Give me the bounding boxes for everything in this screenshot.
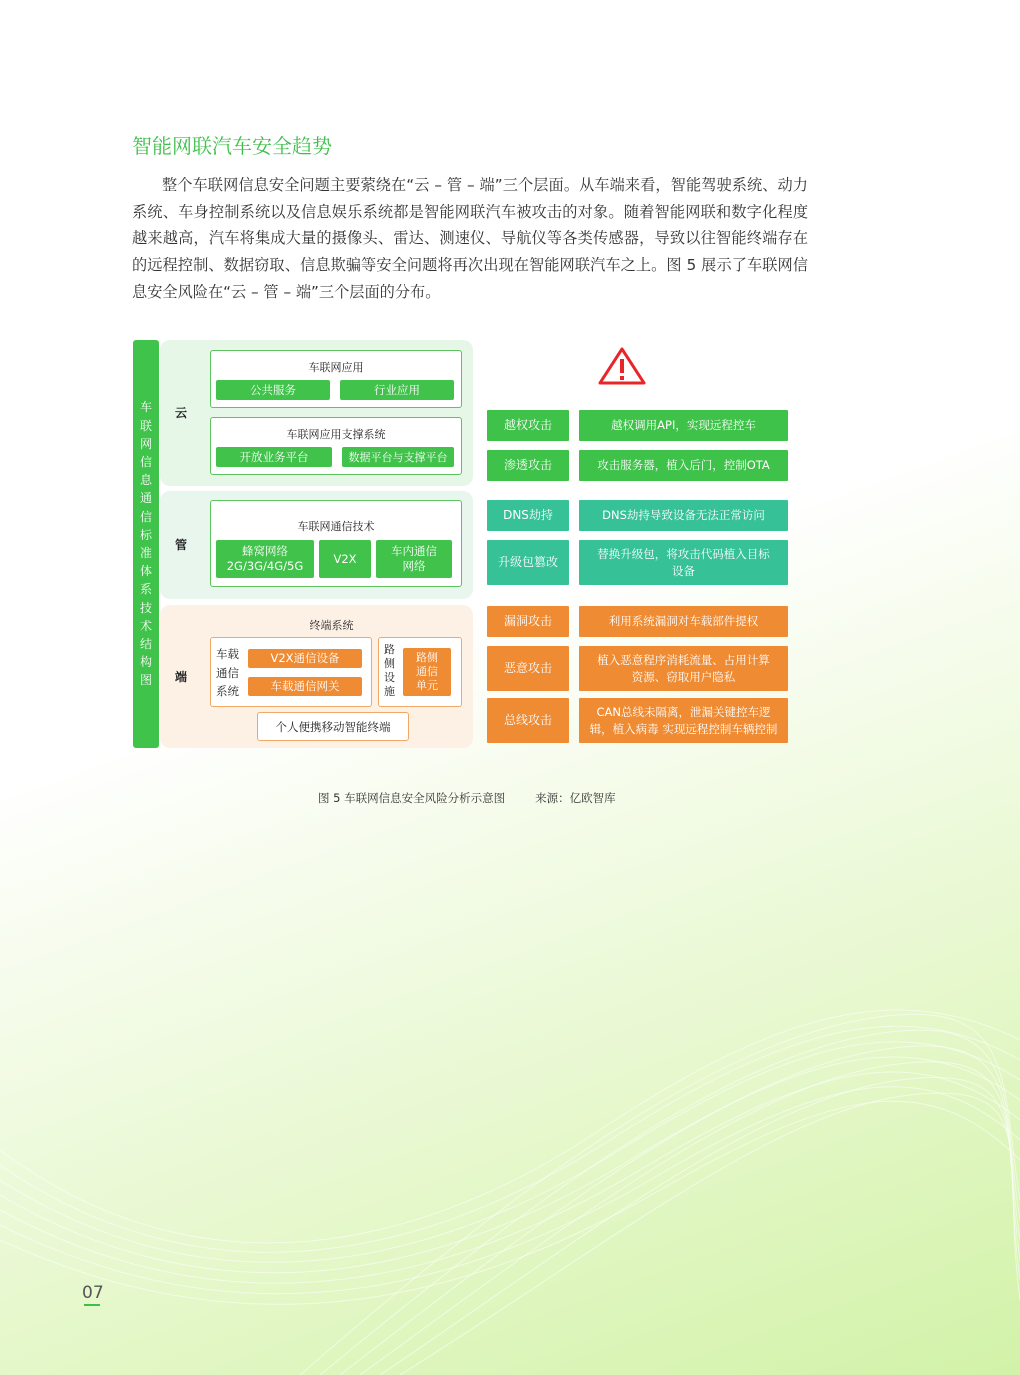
vertical-label (133, 340, 159, 748)
in-vehicle-network-item: 车内通信 网络 (376, 540, 452, 578)
body-paragraph: 整个车联网信息安全问题主要萦绕在“云 – 管 – 端”三个层面。从车端来看，智能驾驶系统、动力系统、车身控制系统以及信息娱乐系统都是智能网联汽车被攻击的对象。随着智能网联和数字化程度越来越高，汽车将集成大量的摄像头、雷达、测速仪、导航仪等各类传感器，导致以往智能终端存在的远程控制、数据窃取、信息欺骗等安全问题将再次出现在智能网联汽车之上。图 5 展示了车联网信息安全风险在“云 – 管 – 端”三个层面的分布。 (132, 176, 808, 301)
vehicle-gateway-item: 车载通信网关 (248, 677, 362, 696)
v2x-item: V2X (319, 540, 371, 578)
risk-attack-label: 越权攻击 (487, 410, 569, 441)
risk-description: 攻击服务器，植入后门，控制OTA (579, 450, 788, 481)
industry-app-item: 行业应用 (340, 380, 454, 400)
risk-description: 越权调用API，实现远程控车 (579, 410, 788, 441)
support-title: 车联网应用支撑系统 (286, 428, 386, 441)
risk-attack-label: 渗透攻击 (487, 450, 569, 481)
risk-attack-label: 升级包篡改 (487, 540, 569, 585)
comm-title: 车联网通信技术 (297, 520, 375, 533)
risk-description: 植入恶意程序消耗流量、占用计算 资源、窃取用户隐私 (579, 646, 788, 691)
risk-attack-label: DNS劫持 (487, 500, 569, 531)
open-platform-item: 开放业务平台 (216, 447, 332, 467)
roadside-unit-item: 路侧 通信 单元 (403, 648, 451, 696)
pipe-label: 管 (175, 538, 188, 552)
end-label: 端 (175, 670, 188, 684)
figure-caption (318, 790, 616, 806)
public-service-item: 公共服务 (216, 380, 330, 400)
vertical-label-char: 网 (139, 436, 152, 451)
cloud-label: 云 (175, 406, 188, 420)
cellular-item: 蜂窝网络 2G/3G/4G/5G (216, 540, 314, 578)
risk-description: 利用系统漏洞对车载部件提权 (579, 606, 788, 637)
page-number: 07 (82, 1283, 104, 1303)
risk-description: CAN总线未隔离，泄漏关键控车逻 辑，植入病毒 实现远程控制车辆控制 (579, 698, 788, 743)
vertical-label-char: 息 (139, 473, 152, 488)
mobile-terminal-box (257, 712, 409, 741)
vertical-label-char: 体 (139, 564, 152, 579)
risk-attack-label: 恶意攻击 (487, 646, 569, 691)
vertical-label-char: 联 (139, 418, 152, 433)
roadside-label: 路 侧 设 施 (384, 643, 395, 698)
vertical-label-char: 准 (139, 546, 152, 560)
section-title: 智能网联汽车安全趋势 (132, 134, 332, 158)
terminal-title: 终端系统 (309, 619, 354, 632)
vertical-label-char: 构 (139, 655, 152, 670)
v2x-device-item: V2X通信设备 (248, 649, 362, 668)
risk-description: DNS劫持导致设备无法正常访问 (579, 500, 788, 531)
vertical-label-char: 信 (139, 509, 152, 524)
vertical-label-char: 车 (139, 400, 152, 415)
vehicle-comm-label: 车载 通信 系统 (216, 647, 239, 698)
vertical-label-char: 技 (139, 600, 152, 615)
risk-attack-label: 总线攻击 (487, 698, 569, 743)
vertical-label-char: 图 (139, 673, 152, 688)
warning-triangle-icon (597, 346, 647, 386)
vertical-label-char: 通 (139, 491, 152, 506)
caption-source: 来源：亿欧智库 (535, 791, 616, 805)
mobile-terminal-label: 个人便携移动智能终端 (275, 720, 391, 734)
vertical-label-char: 标 (139, 527, 152, 542)
risk-attack-label: 漏洞攻击 (487, 606, 569, 637)
vertical-label-char: 术 (139, 618, 152, 633)
vertical-label-char: 系 (139, 582, 152, 597)
vertical-label-char: 信 (139, 454, 152, 469)
risk-description: 替换升级包，将攻击代码植入目标 设备 (579, 540, 788, 585)
vertical-label-char: 结 (139, 637, 152, 652)
app-title: 车联网应用 (308, 361, 364, 374)
page-number-underline (84, 1304, 100, 1306)
data-platform-item: 数据平台与支撑平台 (342, 447, 454, 467)
caption-text: 图 5 车联网信息安全风险分析示意图 (318, 791, 506, 805)
